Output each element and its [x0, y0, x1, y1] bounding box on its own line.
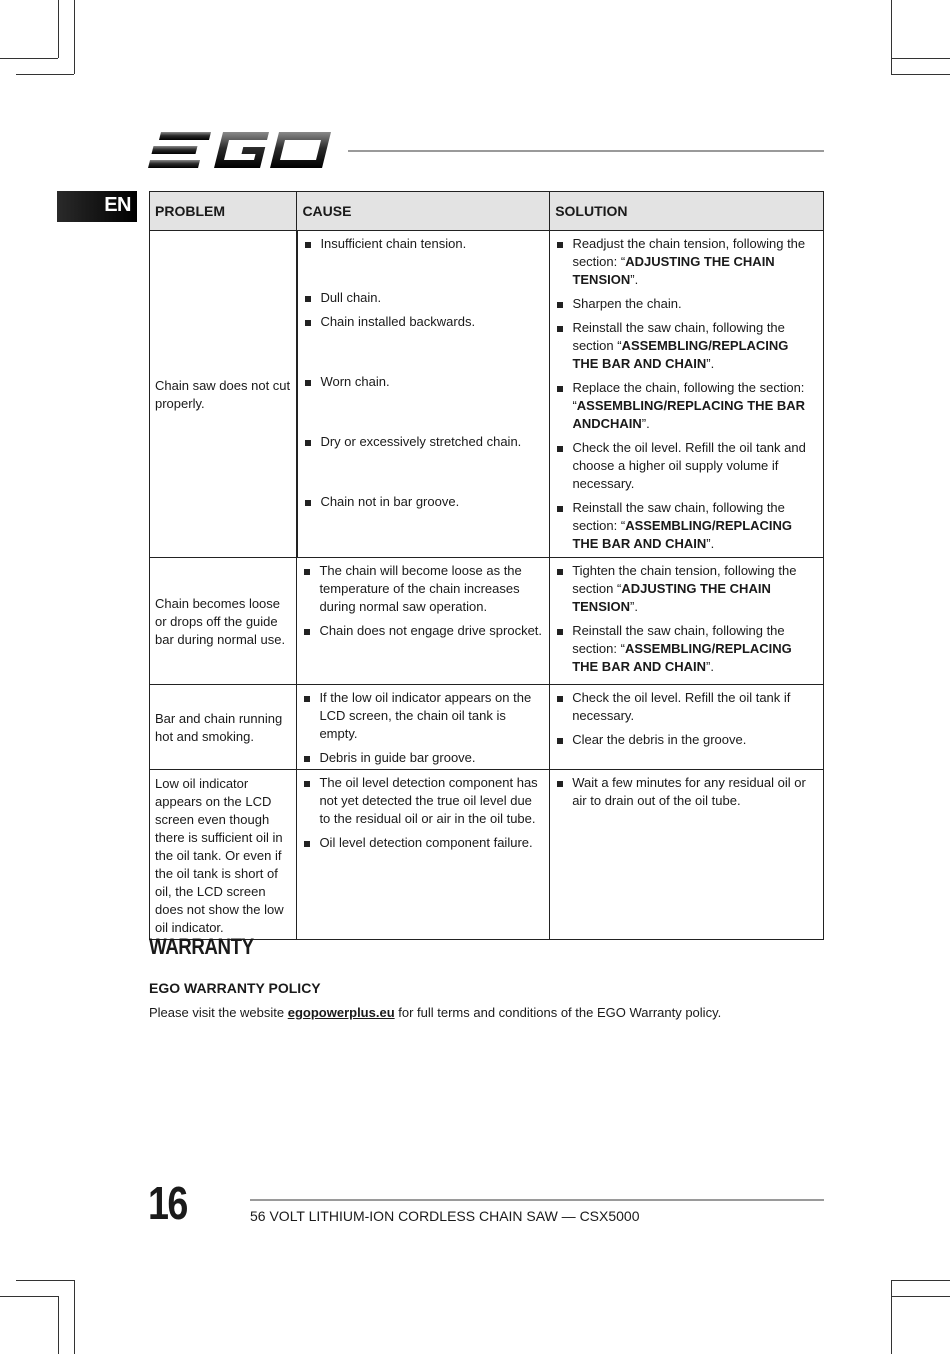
crop-mark	[74, 1280, 75, 1354]
problem-cell	[150, 558, 297, 685]
solution-list	[555, 689, 818, 749]
list-item: Replace the chain, following the section: “ASSEMBLING/REPLACING THE BAR ANDCHAIN”.	[555, 379, 810, 439]
cause-cell	[297, 558, 550, 685]
problem-text: Bar and chain running hot and smoking.	[155, 711, 283, 744]
header-problem: PROBLEM	[150, 192, 297, 231]
crop-mark	[891, 1280, 950, 1281]
cause-cell	[297, 685, 550, 770]
list-item: Chain not in bar groove.	[303, 493, 543, 541]
solution-cell	[550, 685, 824, 770]
crop-mark	[891, 0, 892, 74]
problem-cell	[150, 685, 297, 770]
warranty-policy-text	[149, 1005, 721, 1020]
cause-list	[302, 562, 544, 640]
cause-list	[302, 689, 544, 767]
crop-mark	[891, 74, 950, 75]
list-item: Oil level detection component failure.	[302, 834, 544, 852]
warranty-heading: WARRANTY	[149, 934, 254, 959]
problem-cell	[150, 770, 297, 940]
list-item: Dull chain.	[303, 289, 543, 313]
list-item: Chain does not engage drive sprocket.	[302, 622, 544, 640]
list-item: Debris in guide bar groove.	[302, 749, 544, 767]
list-item: Readjust the chain tension, following the section: “ADJUSTING THE CHAIN TENSION”.	[555, 235, 810, 295]
crop-mark	[74, 0, 75, 74]
list-item: Dry or excessively stretched chain.	[303, 433, 543, 493]
list-item: Tighten the chain tension, following the section “ADJUSTING THE CHAIN TENSION”.	[555, 562, 818, 616]
list-item: Reinstall the saw chain, following the section: “ASSEMBLING/REPLACING THE BAR AND CHAIN”.	[555, 622, 818, 676]
problem-text: Chain becomes loose or drops off the guide bar during normal use.	[155, 596, 286, 647]
list-item: Insufficient chain tension.	[303, 235, 543, 289]
solution-cell	[550, 558, 824, 685]
footer-title: 56 VOLT LITHIUM-ION CORDLESS CHAIN SAW — CSX5000	[250, 1208, 640, 1224]
solution-list	[555, 562, 818, 676]
list-item: Chain installed backwards.	[303, 313, 543, 373]
list-item: Reinstall the saw chain, following the section “ASSEMBLING/REPLACING THE BAR AND CHAIN”.	[555, 319, 810, 379]
list-item: The oil level detection component has not yet detected the true oil level due to the residual oil or air in the oil tube.	[302, 774, 544, 828]
crop-mark	[891, 58, 950, 59]
language-tab-label: EN	[104, 194, 131, 216]
crop-mark	[16, 1280, 74, 1281]
list-item: If the low oil indicator appears on the LCD screen, the chain oil tank is empty.	[302, 689, 544, 743]
table-row	[150, 685, 824, 770]
solution-list	[555, 774, 818, 810]
footer-rule	[250, 1199, 824, 1201]
list-item: Clear the debris in the groove.	[555, 731, 818, 749]
header-cause: CAUSE	[297, 192, 550, 231]
list-item: Sharpen the chain.	[555, 295, 810, 319]
warranty-policy-heading: EGO WARRANTY POLICY	[149, 980, 321, 996]
cause-cell	[297, 770, 550, 940]
list-item: Reinstall the saw chain, following the section: “ASSEMBLING/REPLACING THE BAR AND CHAIN”.	[555, 499, 810, 553]
header-rule	[348, 150, 824, 152]
cause-solution-group	[297, 231, 824, 558]
warranty-link[interactable]: egopowerplus.eu	[287, 1005, 395, 1020]
crop-mark	[16, 74, 74, 75]
page-number: 16	[148, 1177, 187, 1229]
ego-logo	[148, 128, 332, 172]
list-item: Check the oil level. Refill the oil tank if necessary.	[555, 689, 818, 725]
table-row	[150, 558, 824, 685]
solution-list	[555, 235, 810, 553]
crop-mark	[0, 1296, 58, 1297]
cause-list	[303, 235, 543, 541]
problem-cell	[150, 231, 297, 558]
list-item: Check the oil level. Refill the oil tank and choose a higher oil supply volume if necessary.	[555, 439, 810, 499]
cause-list	[302, 774, 544, 852]
table-row	[150, 231, 824, 558]
crop-mark	[58, 1296, 59, 1354]
troubleshooting-table	[149, 191, 824, 940]
language-tab	[57, 191, 137, 222]
list-item: Wait a few minutes for any residual oil or air to drain out of the oil tube.	[555, 774, 818, 810]
crop-mark	[891, 1296, 950, 1297]
list-item: The chain will become loose as the temperature of the chain increases during normal saw operation.	[302, 562, 544, 616]
list-item: Worn chain.	[303, 373, 543, 433]
crop-mark	[0, 58, 58, 59]
header-solution: SOLUTION	[550, 192, 824, 231]
crop-mark	[58, 0, 59, 58]
table-header-row	[150, 192, 824, 231]
solution-cell	[550, 770, 824, 940]
policy-text-post: for full terms and conditions of the EGO Warranty policy.	[394, 1005, 722, 1020]
problem-text: Chain saw does not cut properly.	[155, 378, 291, 411]
policy-text-pre: Please visit the website	[149, 1005, 288, 1020]
problem-text: Low oil indicator appears on the LCD screen even though there is sufficient oil in the oil tank. Or even if the oil tank is short of oil, the LCD screen does not show the low oil indicator.	[155, 775, 284, 935]
table-row	[150, 770, 824, 940]
crop-mark	[891, 1280, 892, 1354]
